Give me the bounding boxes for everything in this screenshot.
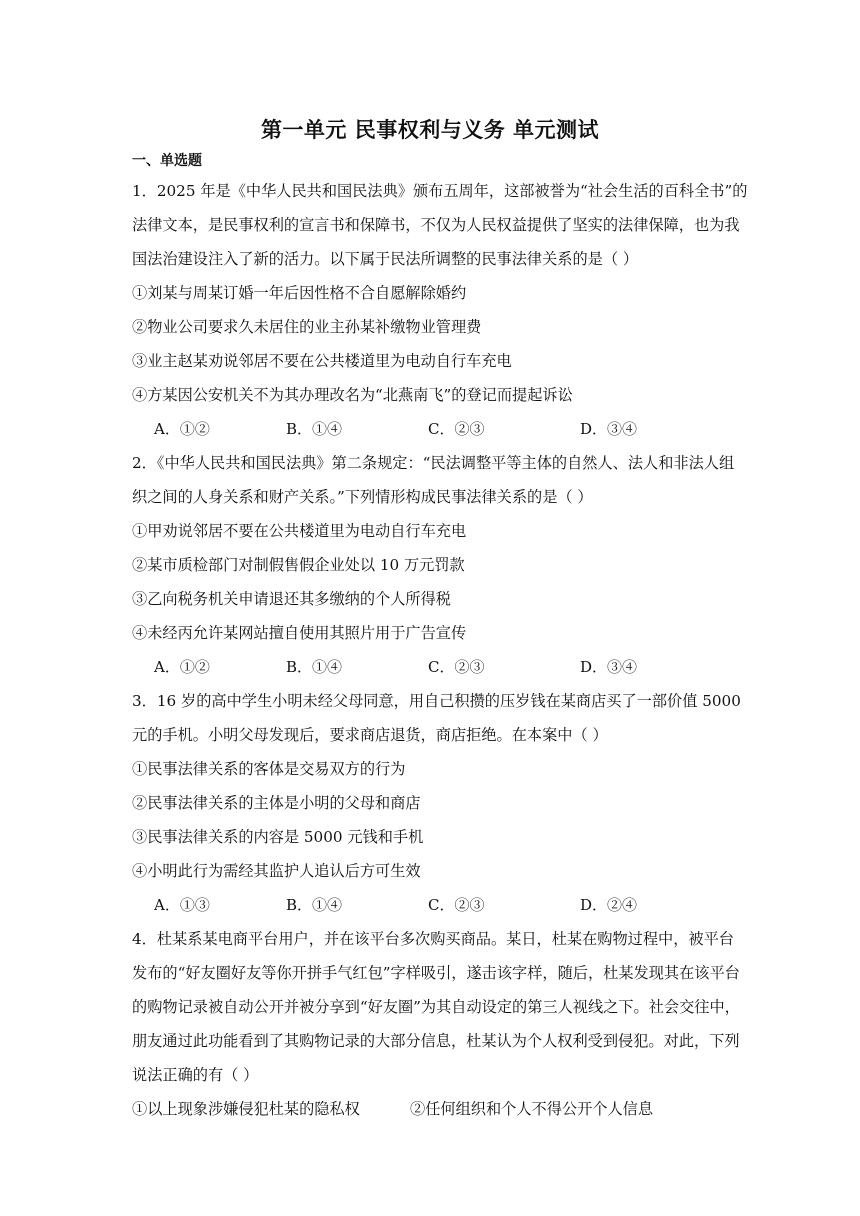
q3-stem-line-1: 3．16 岁的高中学生小明未经父母同意，用自己积攒的压岁钱在某商店买了一部价值 5000 <box>132 692 741 710</box>
q3-item-4: ④小明此行为需经其监护人追认后方可生效 <box>132 862 421 880</box>
q3-stem-line-2: 元的手机。小明父母发现后，要求商店退货，商店拒绝。在本案中（ ） <box>132 726 608 744</box>
q1-option-c[interactable]: C．②③ <box>428 420 485 438</box>
q4-stem-line-3: 的购物记录被自动公开并被分享到“好友圈”为其自动设定的第三人视线之下。社会交往中， <box>132 998 740 1016</box>
q2-item-3: ③乙向税务机关申请退还其多缴纳的个人所得税 <box>132 590 451 608</box>
q2-stem-line-2: 织之间的人身关系和财产关系。”下列情形构成民事法律关系的是（ ） <box>132 488 593 506</box>
page-title: 第一单元 民事权利与义务 单元测试 <box>260 118 600 142</box>
q4-stem-line-2: 发布的“好友圈好友等你开拼手气红包”字样吸引，遂击该字样，随后，杜某发现其在该平台 <box>132 964 740 982</box>
q2-stem-line-1: 2．《中华人民共和国民法典》第二条规定：“民法调整平等主体的自然人、法人和非法人组 <box>132 454 735 472</box>
q3-item-2: ②民事法律关系的主体是小明的父母和商店 <box>132 794 421 812</box>
q4-item-2: ②任何组织和个人不得公开个人信息 <box>410 1100 653 1118</box>
q1-stem-line-2: 法律文本，是民事权利的宣言书和保障书，不仅为人民权益提供了坚实的法律保障，也为我 <box>132 216 740 234</box>
q3-item-1: ①民事法律关系的客体是交易双方的行为 <box>132 760 406 778</box>
q1-item-4: ④方某因公安机关不为其办理改名为“北燕南飞”的登记而提起诉讼 <box>132 386 573 404</box>
q2-item-1: ①甲劝说邻居不要在公共楼道里为电动自行车充电 <box>132 522 467 540</box>
q4-stem-line-1: 4．杜某系某电商平台用户，并在该平台多次购买商品。某日，杜某在购物过程中，被平台 <box>132 930 734 948</box>
q1-option-b[interactable]: B．①④ <box>286 420 343 438</box>
q2-option-a[interactable]: A．①② <box>154 658 210 676</box>
q1-stem-line-1: 1．2025 年是《中华人民共和国民法典》颁布五周年，这部被誉为“社会生活的百科全书”的 <box>132 182 748 200</box>
section-heading: 一、单选题 <box>132 153 202 169</box>
q2-option-c[interactable]: C．②③ <box>428 658 485 676</box>
q1-option-a[interactable]: A．①② <box>154 420 210 438</box>
q4-item-1: ①以上现象涉嫌侵犯杜某的隐私权 <box>132 1100 360 1118</box>
q1-stem-line-3: 国法治建设注入了新的活力。以下属于民法所调整的民事法律关系的是（ ） <box>132 250 639 268</box>
q2-option-d[interactable]: D．③④ <box>580 658 638 676</box>
q1-item-1: ①刘某与周某订婚一年后因性格不合自愿解除婚约 <box>132 284 467 302</box>
q3-item-3: ③民事法律关系的内容是 5000 元钱和手机 <box>132 828 424 846</box>
q2-item-4: ④未经丙允许某网站擅自使用其照片用于广告宣传 <box>132 624 467 642</box>
q3-option-d[interactable]: D．②④ <box>580 896 638 914</box>
q2-item-2: ②某市质检部门对制假售假企业处以 10 万元罚款 <box>132 556 465 574</box>
q3-option-a[interactable]: A．①③ <box>154 896 210 914</box>
q3-option-c[interactable]: C．②③ <box>428 896 485 914</box>
q3-option-b[interactable]: B．①④ <box>286 896 343 914</box>
q4-stem-line-5: 说法正确的有（ ） <box>132 1066 259 1084</box>
q1-item-2: ②物业公司要求久未居住的业主孙某补缴物业管理费 <box>132 318 482 336</box>
q1-option-d[interactable]: D．③④ <box>580 420 638 438</box>
q4-stem-line-4: 朋友通过此功能看到了其购物记录的大部分信息，杜某认为个人权利受到侵犯。对此，下列 <box>132 1032 740 1050</box>
q1-item-3: ③业主赵某劝说邻居不要在公共楼道里为电动自行车充电 <box>132 352 512 370</box>
q2-option-b[interactable]: B．①④ <box>286 658 343 676</box>
